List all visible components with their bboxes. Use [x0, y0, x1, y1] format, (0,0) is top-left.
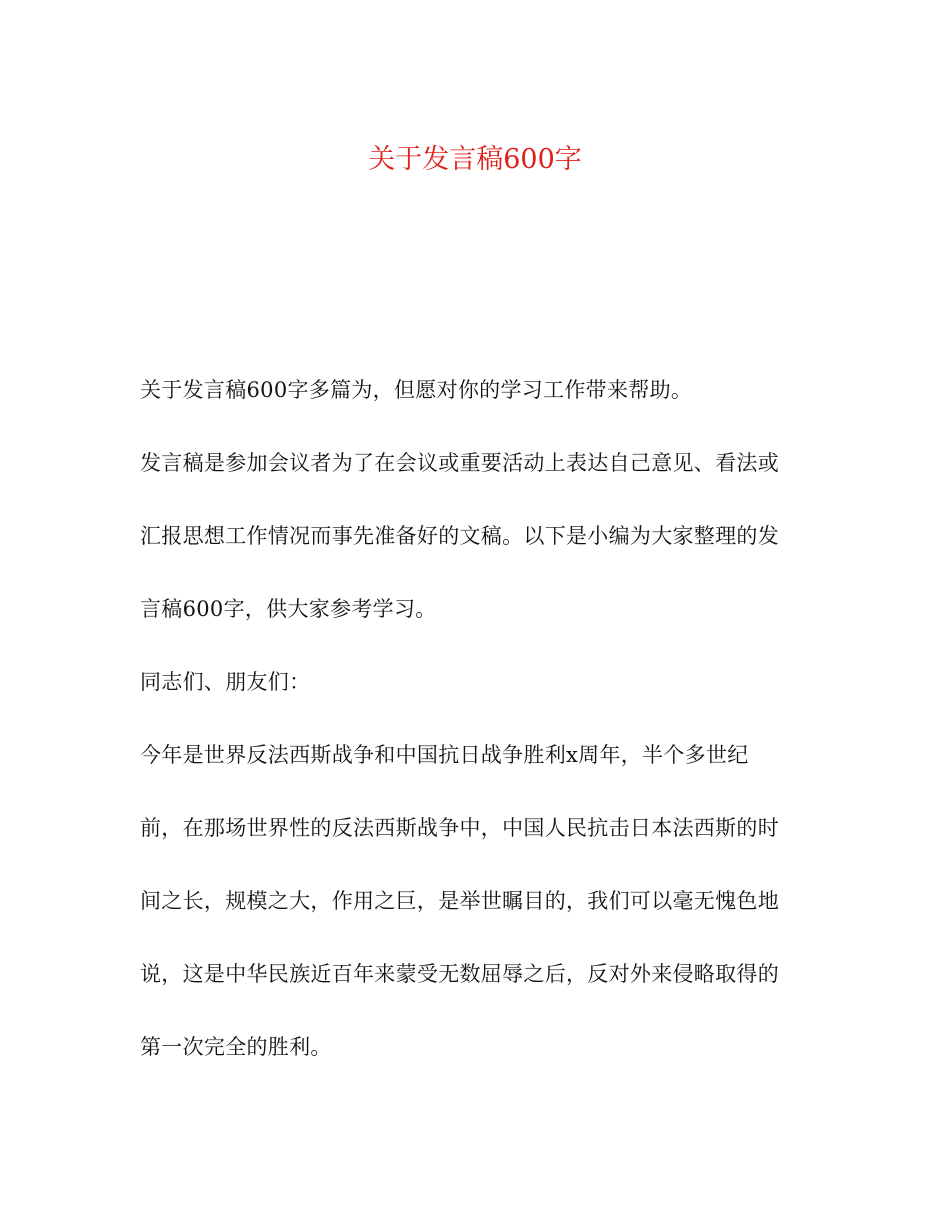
- body-line: 关于发言稿600字多篇为，但愿对你的学习工作带来帮助。: [140, 378, 693, 402]
- body-line: 发言稿是参加会议者为了在会议或重要活动上表达自己意见、看法或: [140, 451, 779, 475]
- body-line: 间之长，规模之大，作用之巨，是举世瞩目的，我们可以毫无愧色地: [140, 889, 779, 913]
- document-body: [140, 370, 810, 1100]
- body-line: 第一次完全的胜利。: [140, 1035, 332, 1059]
- body-line: 说，这是中华民族近百年来蒙受无数屈辱之后，反对外来侵略取得的: [140, 962, 779, 986]
- body-line: 今年是世界反法西斯战争和中国抗日战争胜利x周年，半个多世纪: [140, 743, 749, 767]
- document-title: 关于发言稿600字: [368, 144, 582, 175]
- body-line: 汇报思想工作情况而事先准备好的文稿。以下是小编为大家整理的发: [140, 524, 779, 548]
- body-line: 同志们、朋友们：: [140, 670, 311, 694]
- body-line: 前，在那场世界性的反法西斯战争中，中国人民抗击日本法西斯的时: [140, 816, 779, 840]
- body-line: 言稿600字，供大家参考学习。: [140, 597, 437, 621]
